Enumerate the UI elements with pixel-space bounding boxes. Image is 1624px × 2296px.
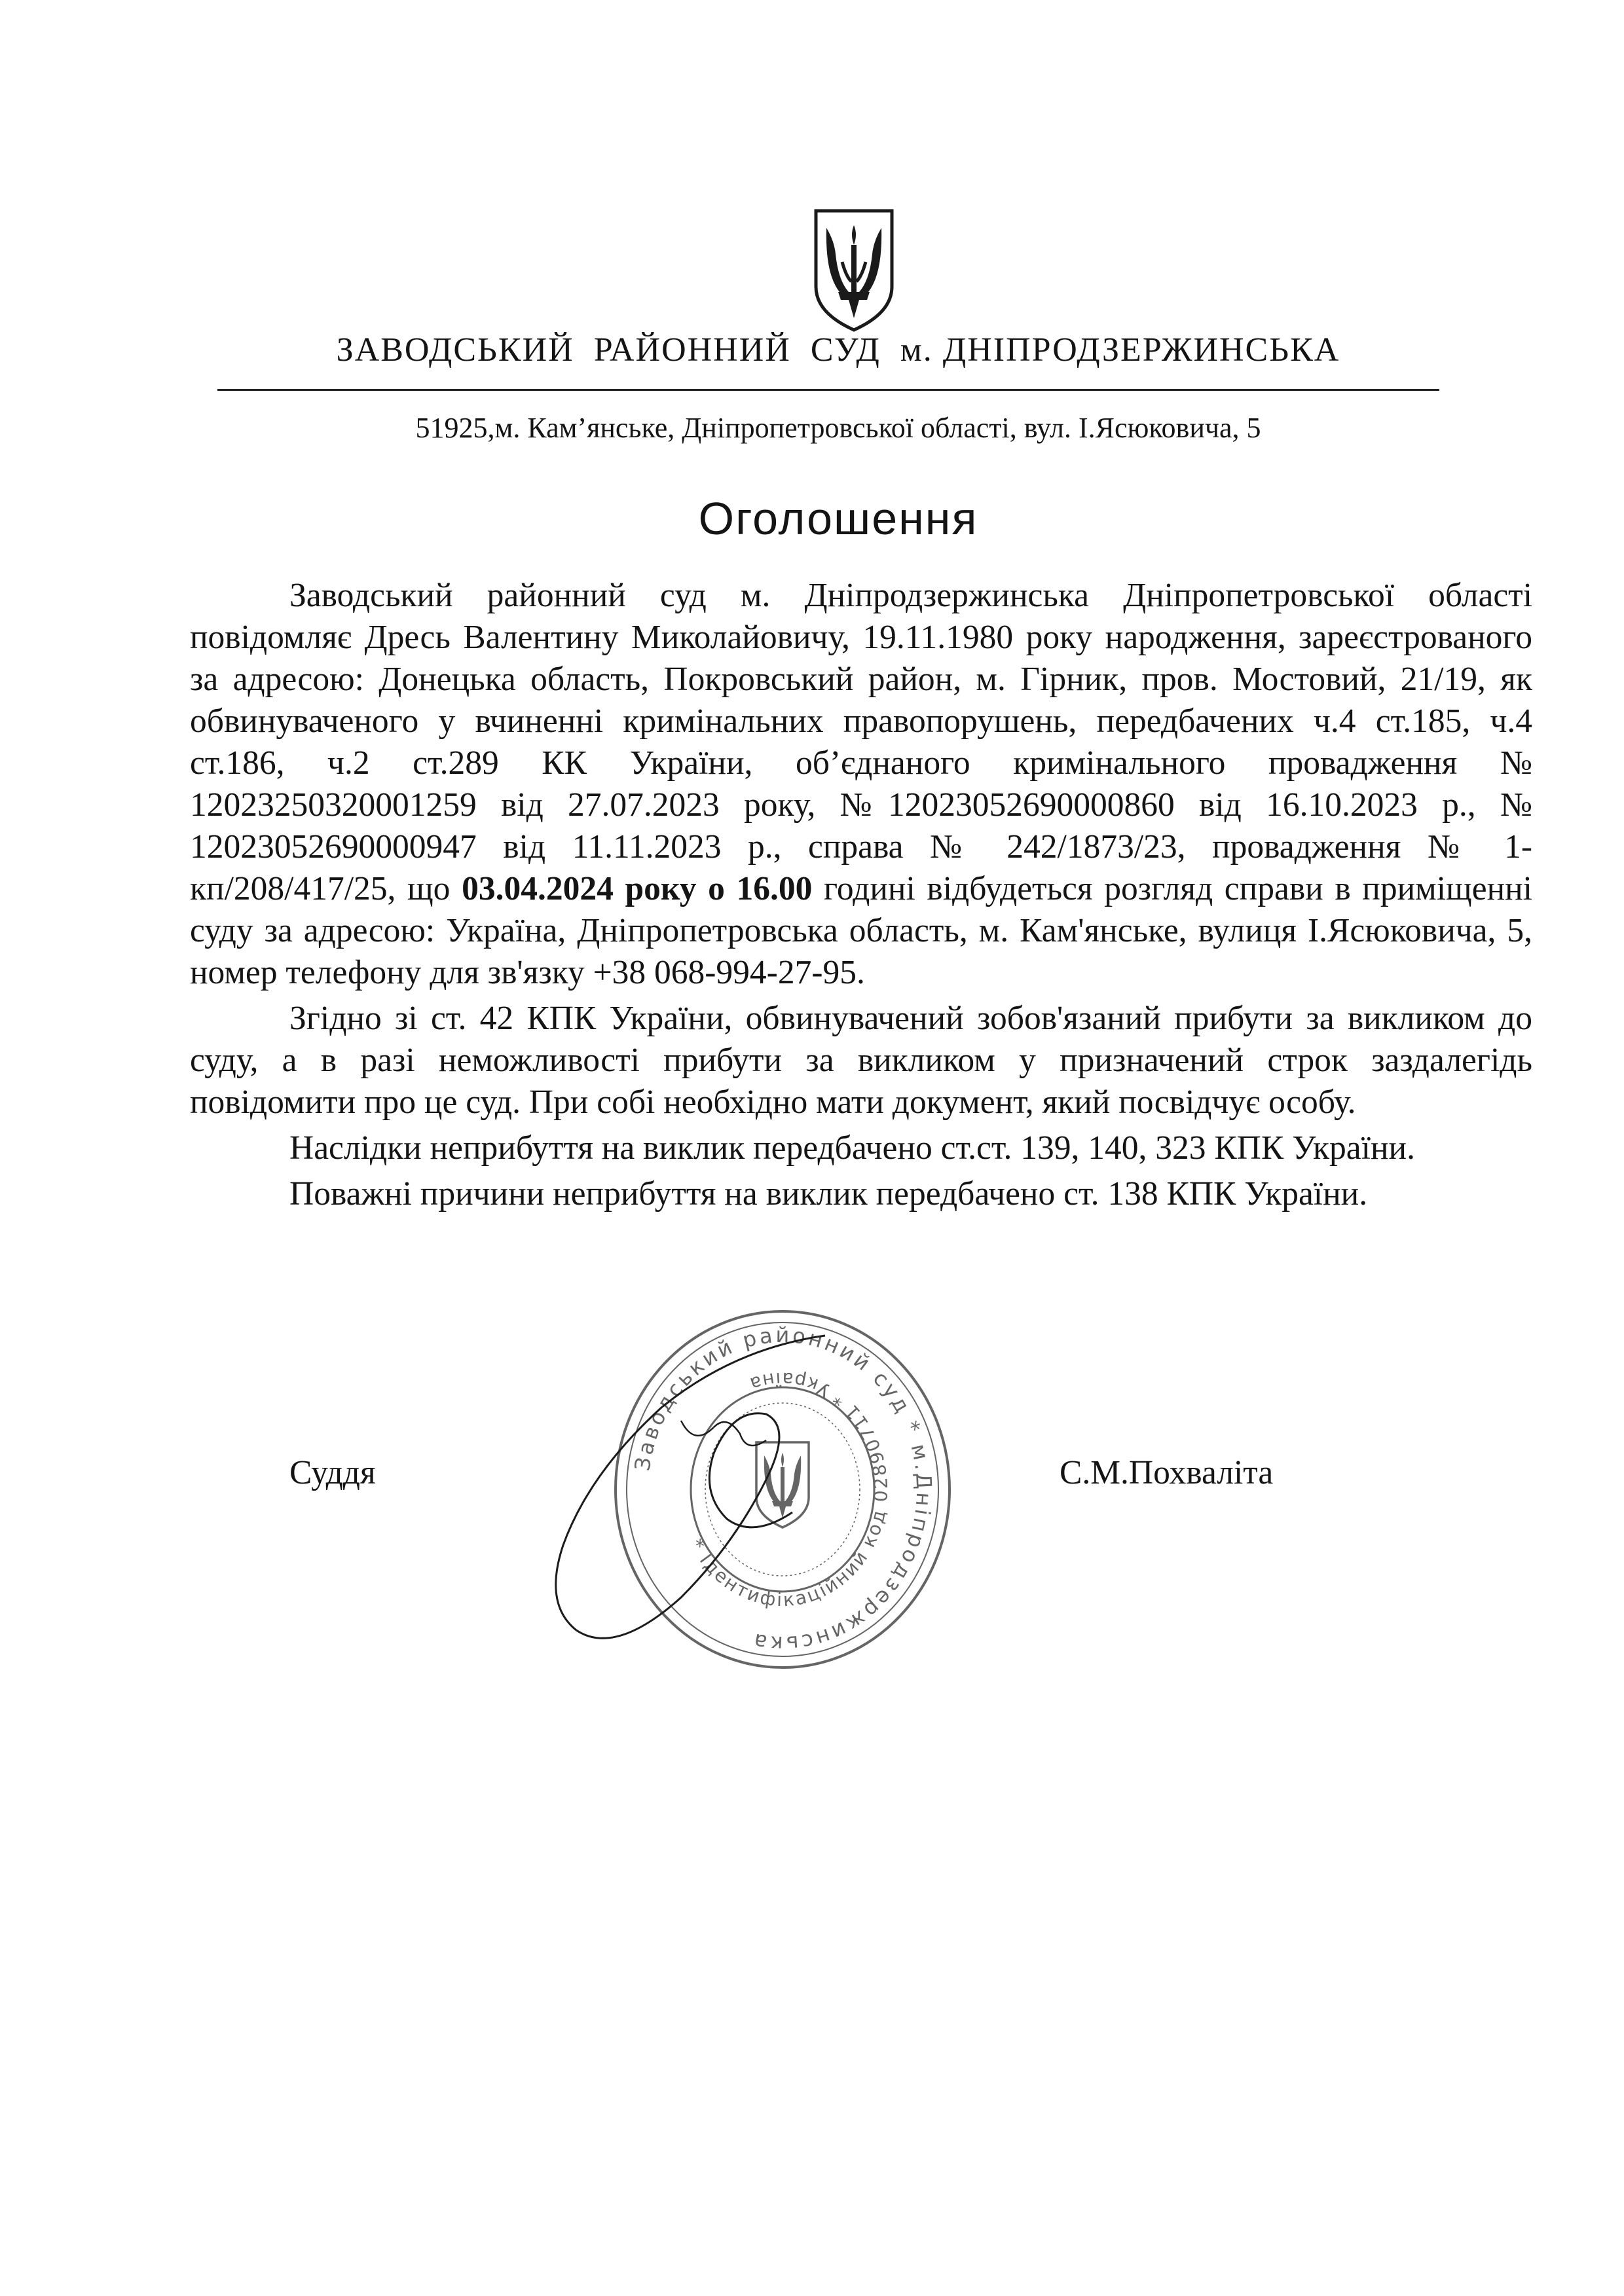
paragraph-consequences: Наслідки неприбуття на виклик передбачено ст.ст. 139, 140, 323 КПК України. [289, 1129, 1415, 1167]
document-title: Оголошення [698, 493, 978, 544]
paragraph-obligation: Згідно зі ст. 42 КПК України, обвинувачений зобов'язаний прибути за викликом до суду, а в разі неможливості прибути за викликом у призначений строк заздалегідь повідомити про це суд. При собі необхідно мати документ, який посвідчує особу. [190, 1000, 1532, 1121]
court-address: 51925,м. Кам’янське, Дніпропетровської області, вул. І.Ясюковича, 5 [415, 412, 1261, 444]
court-name-word-1: ЗАВОДСЬКИЙ [336, 331, 574, 369]
paragraph-notice-text-a: Заводський районний суд м. Дніпродзержинська Дніпропетровської області повідомляє Дресь Валентину Миколайовичу, 19.11.1980 року народження, зареєстрованого за адресою: Донецька область, Покровський район, м. Гірник, пров. Мостовий, 21/19, як обвинуваченого у вчиненні кримінальних правопорушень, передбачених ч.4 ст.185, ч.4 ст.186, ч.2 ст.289 КК України, об’єднаного кримінального провадження № 12023250320001259 від 27.07.2023 року, №12023052690000860 від 16.10.2023 р., № 12023052690000947 від 11.11.2023 р., справа № 242/1873/23, провадження № 1-кп/208/417/25, що [190, 577, 1532, 907]
signer-name: С.М.Похваліта [1060, 1454, 1274, 1491]
judge-signature [517, 1322, 884, 1663]
stamp-inner-text: * Ідентифікаційний код 02890711 * Україна [685, 1368, 893, 1611]
paragraph-notice [190, 575, 1532, 994]
court-name-word-4: м. ДНІПРОДЗЕРЖИНСЬКА [900, 331, 1340, 369]
court-name-heading [216, 331, 1460, 369]
paragraph-valid-reasons: Поважні причини неприбуття на виклик передбачено ст. 138 КПК України. [289, 1175, 1368, 1212]
signer-role: Суддя [289, 1454, 376, 1491]
document-body [190, 575, 1532, 1219]
court-name-word-2: РАЙОННИЙ [593, 331, 791, 369]
court-name-word-3: СУД [810, 331, 881, 369]
ukraine-trident-emblem-icon [812, 208, 896, 333]
header-divider [217, 389, 1439, 391]
paragraph-notice-text-b: годині відбудеться розгляд справи в приміщенні суду за адресою: Україна, Дніпропетровська область, м. Кам'янське, вулиця І.Ясюковича, 5, номер телефону для зв'язку +38 068-994-27-95. [190, 870, 1532, 991]
stamp-outer-text: Заводський районний суд * м.Дніпродзержинська [629, 1322, 937, 1657]
hearing-datetime: 03.04.2024 року о 16.00 [462, 870, 813, 907]
